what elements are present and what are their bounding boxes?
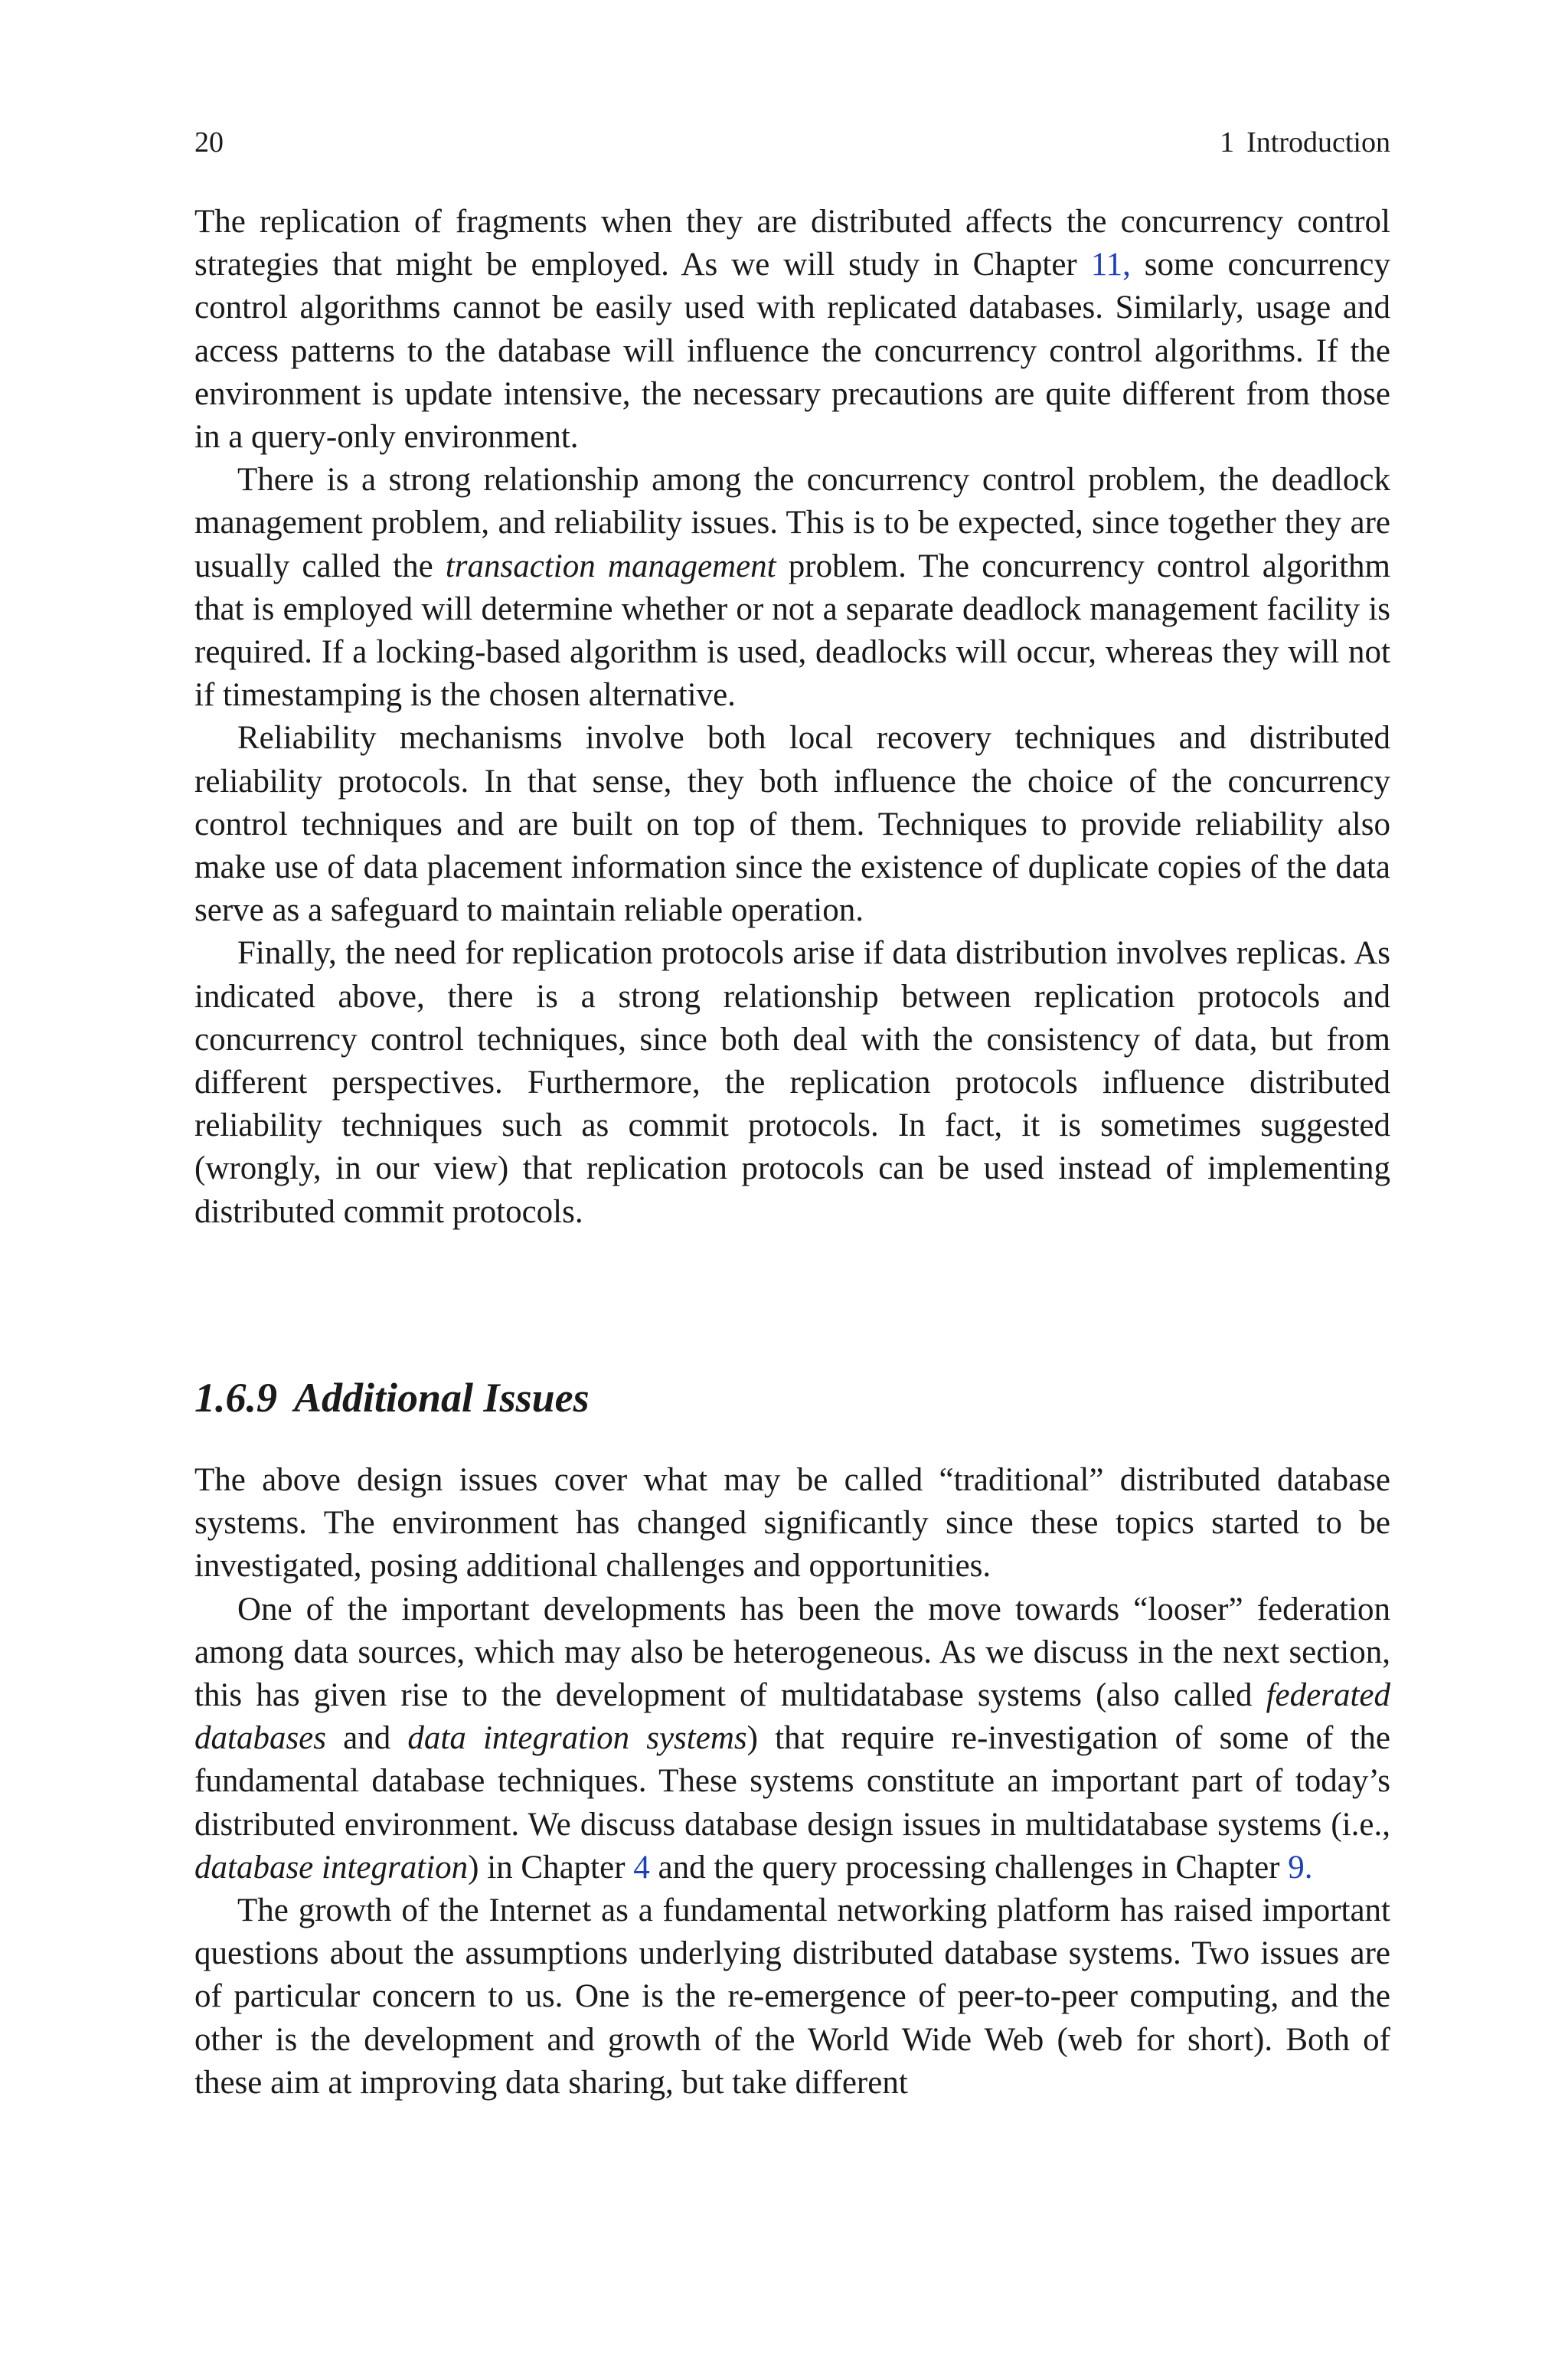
paragraph-replication-protocols: Finally, the need for replication protocols arise if data distribution involves replicas. As indicated above, there is a strong relationship between replication protocols and concurrency control techniques, since both deal with the consistency of data, but from different perspectives. Furthermore, the replication protocols influence distributed reliability techniques such as commit protocols. In fact, it is sometimes suggested (wrongly, in our view) that replication protocols can be used instead of implementing distributed commit protocols. (194, 935, 1390, 1230)
chapter-title: Introduction (1246, 126, 1390, 159)
text-run: and the query processing challenges in Chapter (649, 1849, 1289, 1886)
text-run: The replication of fragments when they are distributed affects the concurrency control strategies that might be employed. As we will study in Chapter (194, 204, 1390, 283)
paragraph-internet-growth: The growth of the Internet as a fundamental networking platform has raised important questions about the assumptions underlying distributed database systems. Two issues are of particular concern to us. One is the re-emergence of peer-to-peer computing, and the other is the development and growth of the World Wide Web (web for short). Both of these aim at improving data sharing, but take different (194, 1892, 1390, 2101)
chapter-running-title (1220, 124, 1390, 161)
paragraph-federation (194, 1588, 1390, 1889)
paragraph-replication (194, 201, 1390, 459)
chapter-4-link[interactable]: 4 (633, 1849, 650, 1886)
text-run: There is a strong relationship among the concurrency control problem, the deadlock management problem, and reliability issues. This is to be expected, since together they are usually called the (194, 462, 1390, 584)
section-title: Additional Issues (294, 1374, 590, 1421)
body-text-upper (194, 201, 1390, 1234)
text-run: problem. The concurrency control algorithm that is employed will determine whether or not a separate deadlock management facility is required. If a locking-based algorithm is used, deadlocks will occur, whereas they will not if timestamping is the chosen alternative. (194, 548, 1390, 714)
body-text-lower (194, 1459, 1390, 2105)
text-run: and (326, 1720, 408, 1757)
text-run: One of the important developments has been the move towards “looser” federation among data sources, which may also be heterogeneous. As we discuss in the next section, this has given rise to the development of multidatabase systems (also called (194, 1591, 1390, 1714)
page-number: 20 (194, 126, 224, 159)
section-number: 1.6.9 (194, 1374, 277, 1421)
chapter-9-link[interactable]: 9. (1288, 1849, 1313, 1886)
text-run: ) in Chapter (468, 1849, 634, 1886)
term-database-integration: database integration (194, 1849, 469, 1886)
text-run: ) that require re-investigation of some of the fundamental database techniques. These systems constitute an important part of today’s distributed environment. We discuss database design issues in multidatabase systems (i.e., (194, 1720, 1390, 1843)
term-federated-databases: federated databases (194, 1677, 1390, 1757)
chapter-11-link[interactable]: 11, (1090, 247, 1131, 283)
paragraph-reliability: Reliability mechanisms involve both local recovery techniques and distributed reliability protocols. In that sense, they both influence the choice of the concurrency control techniques and are built on top of them. Techniques to provide reliability also make use of data placement information since the existence of duplicate copies of the data serve as a safeguard to maintain reliable operation. (194, 720, 1390, 929)
paragraph-transaction-management (194, 459, 1390, 717)
term-data-integration-systems: data integration systems (407, 1720, 747, 1757)
section-heading (194, 1373, 590, 1422)
chapter-number: 1 (1220, 126, 1235, 159)
term-transaction-management: transaction management (445, 548, 776, 584)
paragraph-traditional-systems: The above design issues cover what may be called “traditional” distributed database systems. The environment has changed significantly since these topics started to be investigated, posing additional challenges and opportunities. (194, 1462, 1390, 1585)
text-run: some concurrency control algorithms cannot be easily used with replicated databases. Similarly, usage and access patterns to the database will influence the concurrency control algorithms. If the environment is update intensive, the necessary precautions are quite different from those in a query-only environment. (194, 247, 1390, 456)
